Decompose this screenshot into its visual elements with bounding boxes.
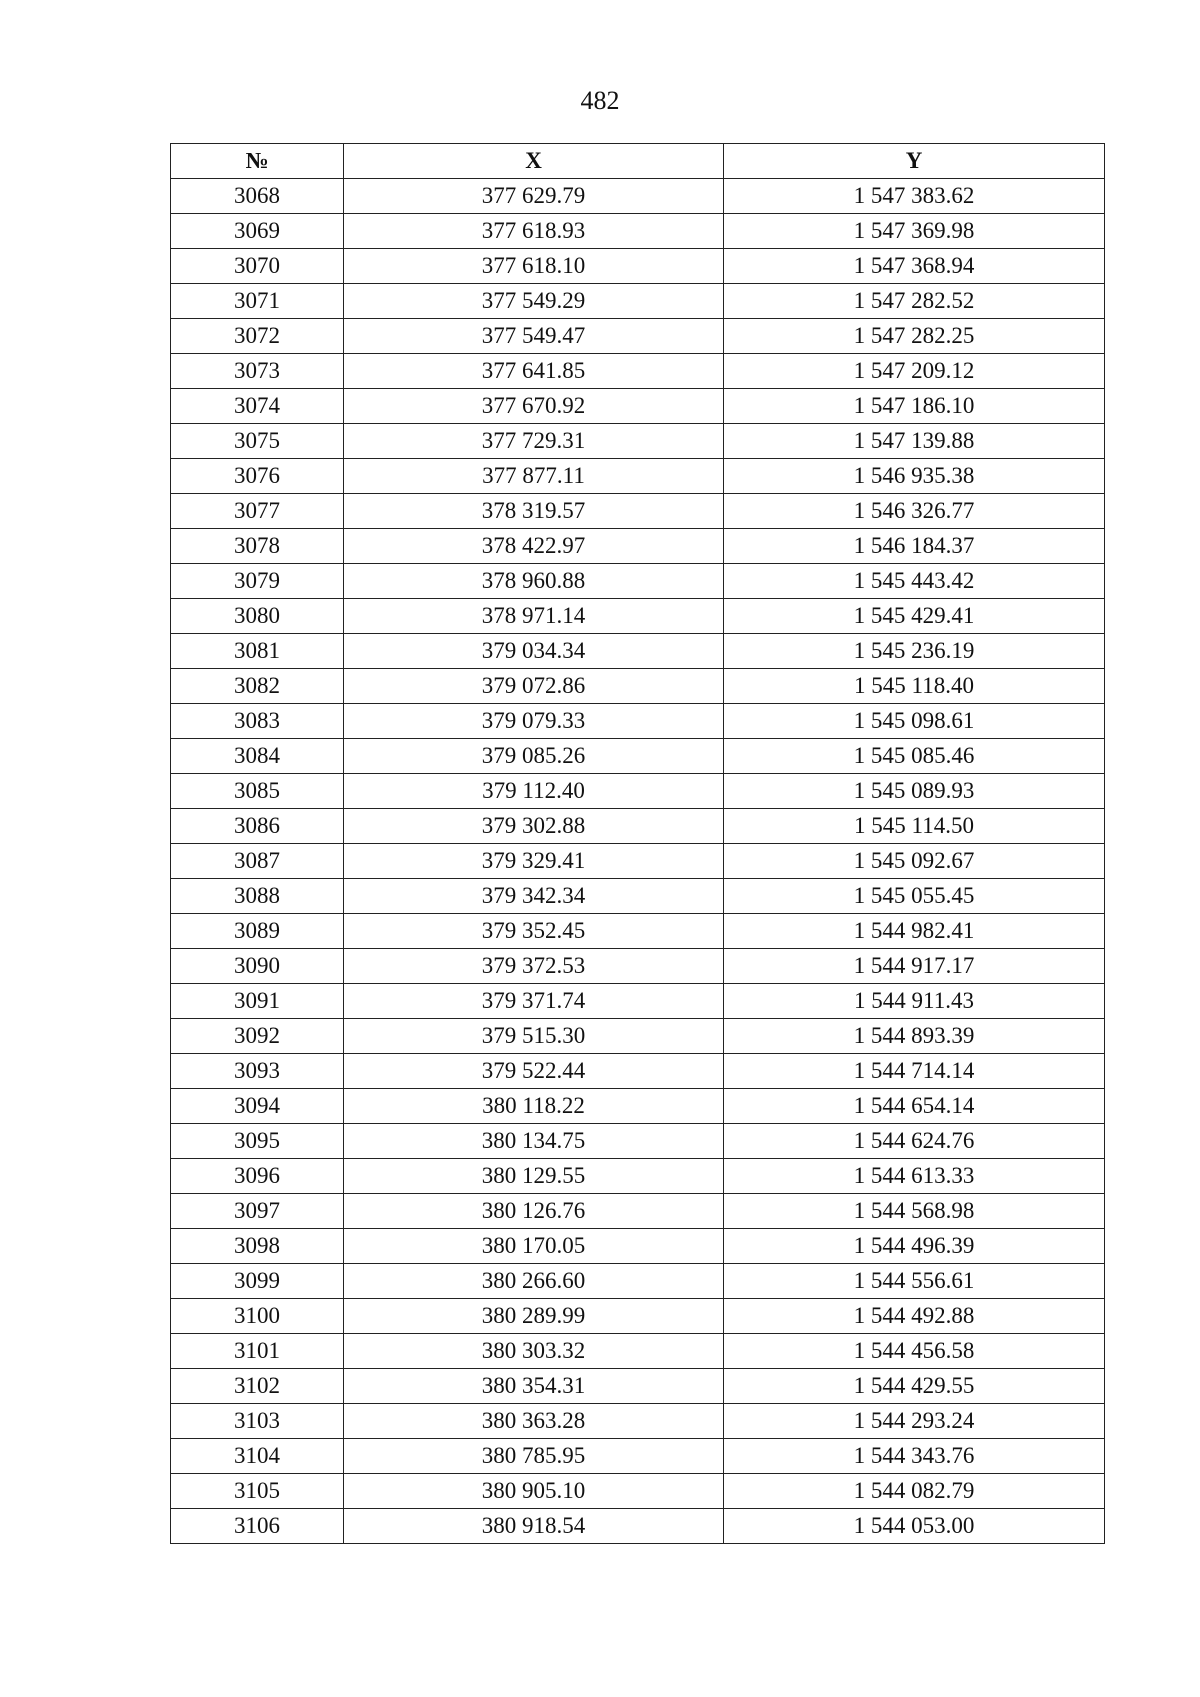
- cell-x: 380 129.55: [344, 1159, 724, 1194]
- cell-x: 379 072.86: [344, 669, 724, 704]
- table-row: [171, 879, 1105, 914]
- cell-x: 380 126.76: [344, 1194, 724, 1229]
- table-body: [171, 179, 1105, 1544]
- cell-x: 380 266.60: [344, 1264, 724, 1299]
- table-row: [171, 319, 1105, 354]
- cell-y: 1 544 053.00: [724, 1509, 1105, 1544]
- cell-y: 1 545 098.61: [724, 704, 1105, 739]
- cell-number: 3070: [171, 249, 344, 284]
- cell-number: 3104: [171, 1439, 344, 1474]
- cell-y: 1 545 085.46: [724, 739, 1105, 774]
- cell-y: 1 544 556.61: [724, 1264, 1105, 1299]
- cell-number: 3096: [171, 1159, 344, 1194]
- table-row: [171, 1229, 1105, 1264]
- cell-number: 3089: [171, 914, 344, 949]
- cell-y: 1 545 114.50: [724, 809, 1105, 844]
- table-row: [171, 1089, 1105, 1124]
- header-x: X: [344, 144, 724, 179]
- cell-number: 3071: [171, 284, 344, 319]
- cell-x: 380 303.32: [344, 1334, 724, 1369]
- cell-x: 377 670.92: [344, 389, 724, 424]
- table-row: [171, 214, 1105, 249]
- table-header: [171, 144, 1105, 179]
- table-row: [171, 1474, 1105, 1509]
- cell-y: 1 545 443.42: [724, 564, 1105, 599]
- table-row: [171, 914, 1105, 949]
- cell-x: 380 118.22: [344, 1089, 724, 1124]
- cell-y: 1 544 654.14: [724, 1089, 1105, 1124]
- cell-number: 3082: [171, 669, 344, 704]
- cell-number: 3080: [171, 599, 344, 634]
- cell-y: 1 544 917.17: [724, 949, 1105, 984]
- header-y: Y: [724, 144, 1105, 179]
- cell-number: 3072: [171, 319, 344, 354]
- table-row: [171, 984, 1105, 1019]
- table-row: [171, 1439, 1105, 1474]
- cell-y: 1 545 429.41: [724, 599, 1105, 634]
- cell-x: 377 549.47: [344, 319, 724, 354]
- cell-x: 377 641.85: [344, 354, 724, 389]
- table-row: [171, 179, 1105, 214]
- table-row: [171, 284, 1105, 319]
- cell-number: 3100: [171, 1299, 344, 1334]
- table-row: [171, 949, 1105, 984]
- cell-x: 377 549.29: [344, 284, 724, 319]
- cell-x: 380 289.99: [344, 1299, 724, 1334]
- cell-number: 3095: [171, 1124, 344, 1159]
- table-row: [171, 564, 1105, 599]
- cell-number: 3087: [171, 844, 344, 879]
- cell-number: 3078: [171, 529, 344, 564]
- cell-x: 379 371.74: [344, 984, 724, 1019]
- cell-number: 3101: [171, 1334, 344, 1369]
- table-row: [171, 1194, 1105, 1229]
- cell-number: 3076: [171, 459, 344, 494]
- cell-number: 3092: [171, 1019, 344, 1054]
- table-row: [171, 529, 1105, 564]
- cell-y: 1 545 055.45: [724, 879, 1105, 914]
- table-row: [171, 459, 1105, 494]
- cell-x: 380 134.75: [344, 1124, 724, 1159]
- cell-y: 1 544 613.33: [724, 1159, 1105, 1194]
- cell-y: 1 546 184.37: [724, 529, 1105, 564]
- cell-y: 1 544 456.58: [724, 1334, 1105, 1369]
- cell-x: 377 629.79: [344, 179, 724, 214]
- cell-y: 1 544 714.14: [724, 1054, 1105, 1089]
- cell-x: 378 960.88: [344, 564, 724, 599]
- cell-x: 379 522.44: [344, 1054, 724, 1089]
- cell-x: 379 372.53: [344, 949, 724, 984]
- cell-y: 1 547 282.52: [724, 284, 1105, 319]
- cell-number: 3090: [171, 949, 344, 984]
- cell-x: 378 422.97: [344, 529, 724, 564]
- table-row: [171, 1124, 1105, 1159]
- cell-x: 379 329.41: [344, 844, 724, 879]
- table-row: [171, 844, 1105, 879]
- table-row: [171, 1299, 1105, 1334]
- table-row: [171, 1159, 1105, 1194]
- cell-y: 1 547 209.12: [724, 354, 1105, 389]
- cell-x: 380 363.28: [344, 1404, 724, 1439]
- cell-number: 3084: [171, 739, 344, 774]
- table-row: [171, 1054, 1105, 1089]
- cell-number: 3097: [171, 1194, 344, 1229]
- cell-x: 377 618.93: [344, 214, 724, 249]
- cell-y: 1 544 429.55: [724, 1369, 1105, 1404]
- cell-y: 1 544 624.76: [724, 1124, 1105, 1159]
- cell-x: 379 352.45: [344, 914, 724, 949]
- cell-number: 3098: [171, 1229, 344, 1264]
- cell-y: 1 546 935.38: [724, 459, 1105, 494]
- table-row: [171, 424, 1105, 459]
- cell-number: 3079: [171, 564, 344, 599]
- table-row: [171, 599, 1105, 634]
- cell-x: 378 319.57: [344, 494, 724, 529]
- table-row: [171, 1509, 1105, 1544]
- cell-x: 380 354.31: [344, 1369, 724, 1404]
- cell-x: 377 877.11: [344, 459, 724, 494]
- cell-y: 1 547 282.25: [724, 319, 1105, 354]
- table-row: [171, 809, 1105, 844]
- cell-number: 3091: [171, 984, 344, 1019]
- cell-y: 1 544 568.98: [724, 1194, 1105, 1229]
- cell-y: 1 544 293.24: [724, 1404, 1105, 1439]
- table-row: [171, 389, 1105, 424]
- cell-x: 379 112.40: [344, 774, 724, 809]
- cell-number: 3074: [171, 389, 344, 424]
- table-row: [171, 739, 1105, 774]
- cell-number: 3094: [171, 1089, 344, 1124]
- table-row: [171, 774, 1105, 809]
- cell-x: 380 785.95: [344, 1439, 724, 1474]
- cell-x: 379 515.30: [344, 1019, 724, 1054]
- cell-y: 1 547 368.94: [724, 249, 1105, 284]
- cell-y: 1 544 343.76: [724, 1439, 1105, 1474]
- cell-number: 3106: [171, 1509, 344, 1544]
- cell-number: 3086: [171, 809, 344, 844]
- coordinates-table: [170, 143, 1105, 1544]
- cell-number: 3083: [171, 704, 344, 739]
- cell-x: 379 342.34: [344, 879, 724, 914]
- cell-number: 3099: [171, 1264, 344, 1299]
- table-row: [171, 1019, 1105, 1054]
- cell-y: 1 547 383.62: [724, 179, 1105, 214]
- cell-x: 379 302.88: [344, 809, 724, 844]
- table-row: [171, 1264, 1105, 1299]
- cell-x: 380 905.10: [344, 1474, 724, 1509]
- cell-number: 3075: [171, 424, 344, 459]
- cell-x: 379 034.34: [344, 634, 724, 669]
- cell-x: 379 079.33: [344, 704, 724, 739]
- cell-y: 1 545 089.93: [724, 774, 1105, 809]
- cell-y: 1 545 118.40: [724, 669, 1105, 704]
- cell-y: 1 544 496.39: [724, 1229, 1105, 1264]
- header-row: [171, 144, 1105, 179]
- cell-y: 1 544 492.88: [724, 1299, 1105, 1334]
- cell-y: 1 545 236.19: [724, 634, 1105, 669]
- cell-number: 3102: [171, 1369, 344, 1404]
- cell-y: 1 547 186.10: [724, 389, 1105, 424]
- cell-number: 3073: [171, 354, 344, 389]
- cell-y: 1 547 369.98: [724, 214, 1105, 249]
- cell-x: 380 170.05: [344, 1229, 724, 1264]
- cell-number: 3105: [171, 1474, 344, 1509]
- cell-number: 3068: [171, 179, 344, 214]
- table-row: [171, 1404, 1105, 1439]
- cell-x: 377 729.31: [344, 424, 724, 459]
- cell-y: 1 545 092.67: [724, 844, 1105, 879]
- cell-number: 3088: [171, 879, 344, 914]
- cell-y: 1 547 139.88: [724, 424, 1105, 459]
- cell-y: 1 544 893.39: [724, 1019, 1105, 1054]
- table-row: [171, 1334, 1105, 1369]
- cell-number: 3093: [171, 1054, 344, 1089]
- cell-number: 3085: [171, 774, 344, 809]
- cell-x: 378 971.14: [344, 599, 724, 634]
- table-row: [171, 704, 1105, 739]
- cell-x: 379 085.26: [344, 739, 724, 774]
- cell-number: 3103: [171, 1404, 344, 1439]
- cell-number: 3069: [171, 214, 344, 249]
- header-number: №: [171, 144, 344, 179]
- page-number: 482: [580, 86, 620, 115]
- table-row: [171, 634, 1105, 669]
- cell-number: 3081: [171, 634, 344, 669]
- cell-x: 377 618.10: [344, 249, 724, 284]
- cell-y: 1 544 982.41: [724, 914, 1105, 949]
- table-row: [171, 669, 1105, 704]
- table-row: [171, 354, 1105, 389]
- cell-number: 3077: [171, 494, 344, 529]
- cell-y: 1 546 326.77: [724, 494, 1105, 529]
- cell-y: 1 544 082.79: [724, 1474, 1105, 1509]
- cell-x: 380 918.54: [344, 1509, 724, 1544]
- table-row: [171, 494, 1105, 529]
- cell-y: 1 544 911.43: [724, 984, 1105, 1019]
- table-row: [171, 249, 1105, 284]
- table-row: [171, 1369, 1105, 1404]
